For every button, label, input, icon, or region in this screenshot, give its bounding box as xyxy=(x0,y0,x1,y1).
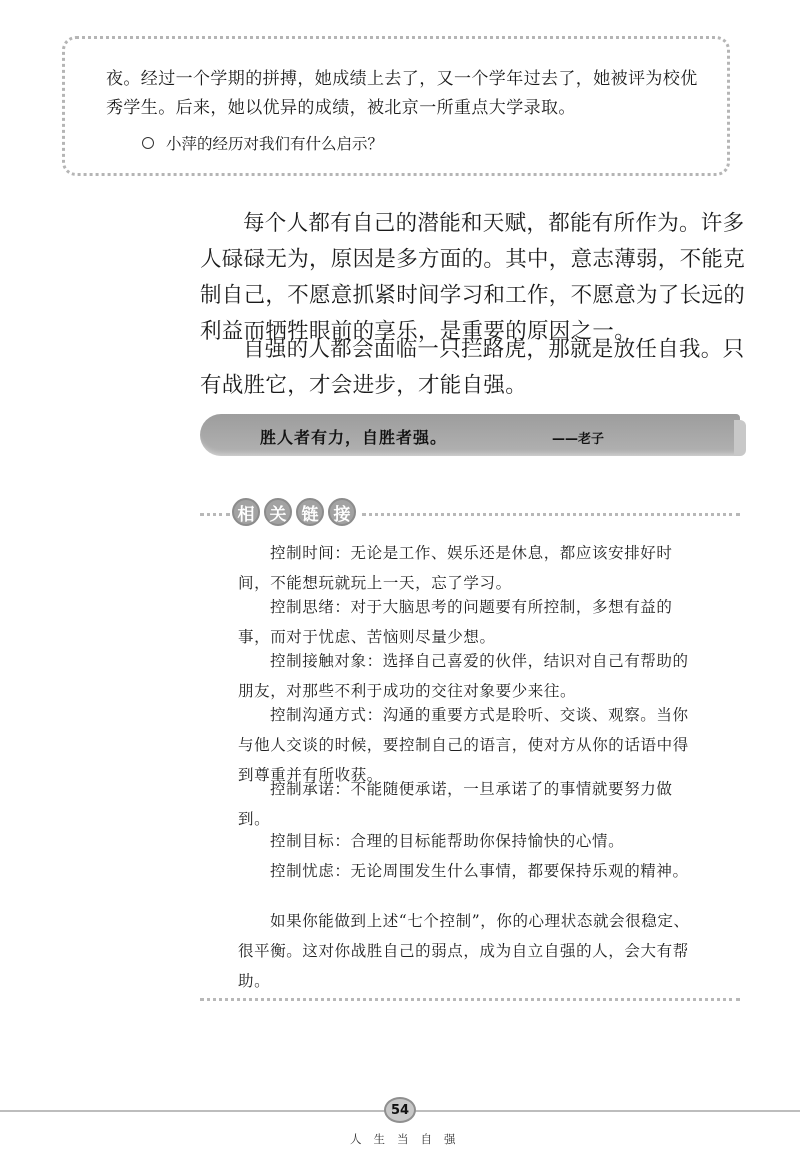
quote-text: 胜人者有力，自胜者强。 xyxy=(260,428,448,447)
dotted-divider xyxy=(200,513,230,516)
link-paragraph: 控制沟通方式：沟通的重要方式是聆听、交谈、观察。当你与他人交谈的时候，要控制自己的语言，使对方从你的话语中得到尊重并有所收获。 xyxy=(238,706,689,784)
related-links-title xyxy=(232,498,356,526)
page-number: 54 xyxy=(384,1097,416,1123)
link-paragraph: 控制忧虑：无论周围发生什么事情，都要保持乐观的精神。 xyxy=(270,862,689,880)
link-paragraph: 控制思绪：对于大脑思考的问题要有所控制，多想有益的事，而对于忧虑、苦恼则尽量少想。 xyxy=(238,598,673,646)
story-line: 夜。经过一个学期的拼搏，她成绩上去了，又一个学年过去了，她被评为校优 xyxy=(106,69,698,89)
quote-author: ——老子 xyxy=(552,432,605,447)
link-paragraph: 控制时间：无论是工作、娱乐还是休息，都应该安排好时间，不能想玩就玩上一天，忘了学习。 xyxy=(238,544,673,592)
quote-banner xyxy=(200,414,740,456)
dotted-divider xyxy=(362,513,740,516)
title-char: 链 xyxy=(296,498,324,526)
book-title: 人生当自强 xyxy=(350,1132,468,1146)
question-text: 小萍的经历对我们有什么启示？ xyxy=(166,135,384,153)
story-line: 秀学生。后来，她以优异的成绩，被北京一所重点大学录取。 xyxy=(106,98,576,118)
dotted-divider xyxy=(200,998,740,1001)
link-paragraph: 如果你能做到上述“七个控制”，你的心理状态就会很稳定、很平衡。这对你战胜自己的弱点，成为自立自强的人，会大有帮助。 xyxy=(238,912,690,990)
title-char: 相 xyxy=(232,498,260,526)
link-paragraph: 控制承诺：不能随便承诺，一旦承诺了的事情就要努力做到。 xyxy=(238,780,673,828)
main-paragraph: 每个人都有自己的潜能和天赋，都能有所作为。许多人碌碌无为，原因是多方面的。其中，意志薄弱，不能克制自己，不愿意抓紧时间学习和工作，不愿意为了长远的利益而牺牲眼前的享乐，是重要的原因之一。 xyxy=(200,211,746,344)
main-paragraph: 自强的人都会面临一只拦路虎，那就是放任自我。只有战胜它，才会进步，才能自强。 xyxy=(200,337,745,398)
title-char: 关 xyxy=(264,498,292,526)
title-char: 接 xyxy=(328,498,356,526)
link-paragraph: 控制接触对象：选择自己喜爱的伙伴，结识对自己有帮助的朋友，对那些不利于成功的交往对象要少来往。 xyxy=(238,652,689,700)
circle-bullet-icon xyxy=(142,137,154,149)
question-row xyxy=(142,132,383,154)
link-paragraph: 控制目标：合理的目标能帮助你保持愉快的心情。 xyxy=(270,832,625,850)
